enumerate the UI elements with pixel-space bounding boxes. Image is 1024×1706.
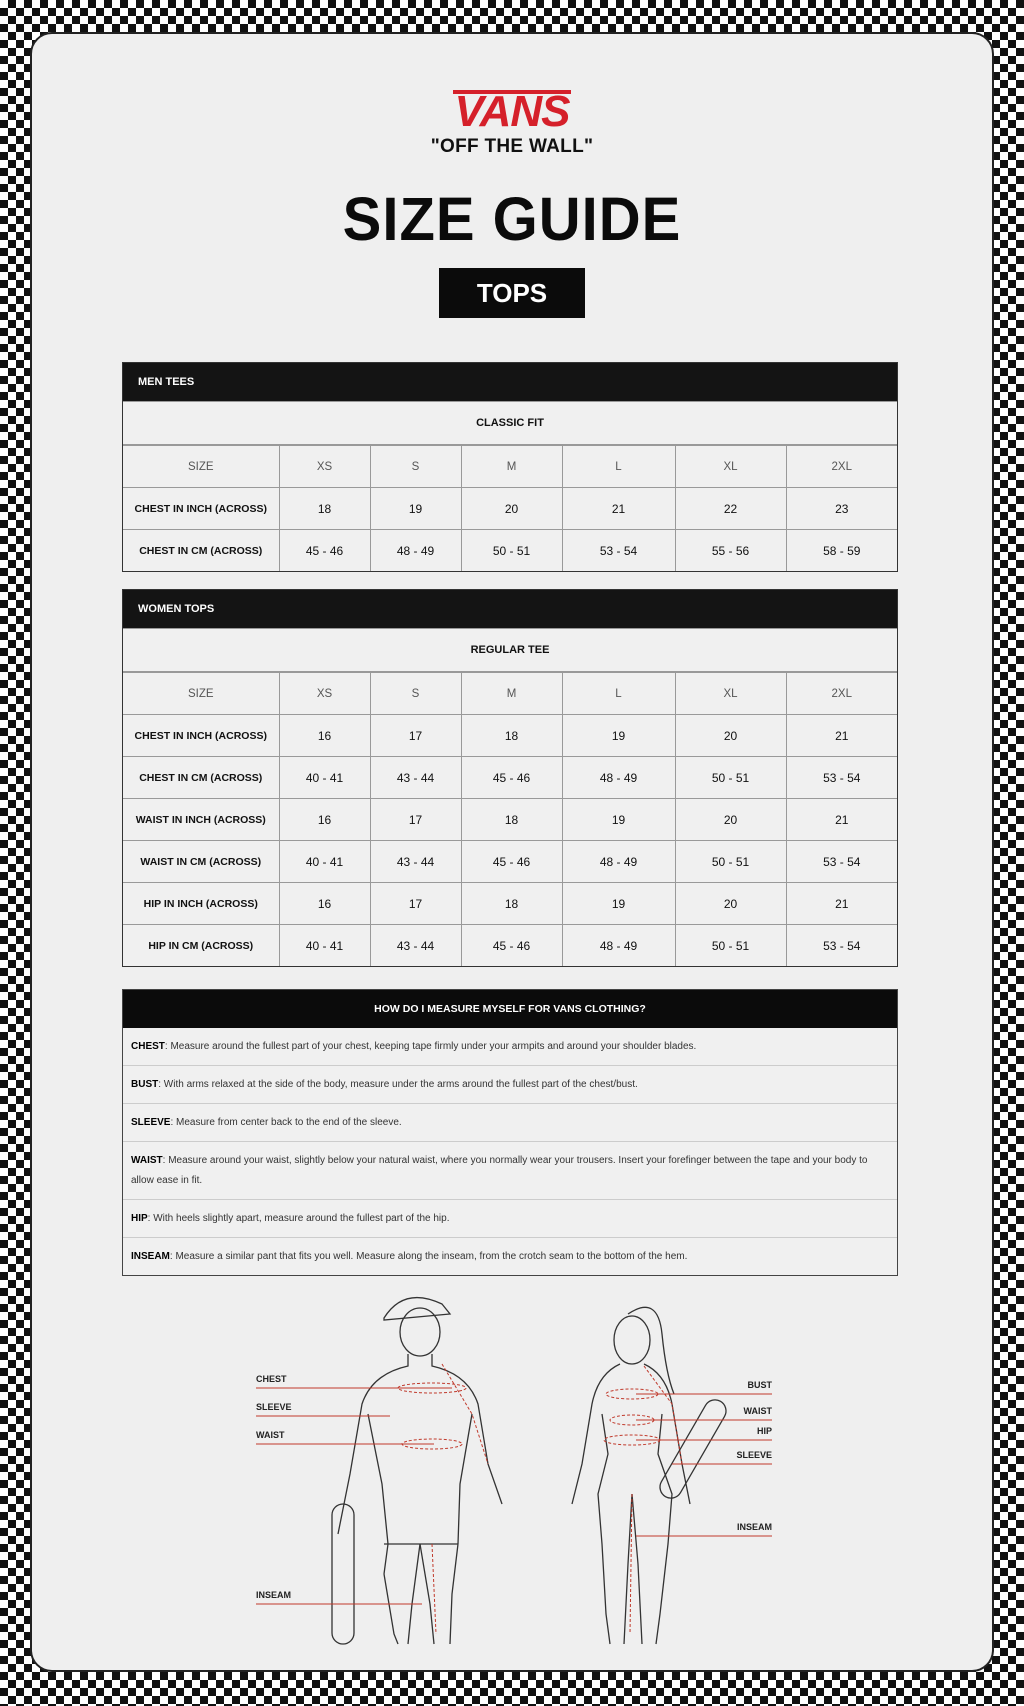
measure-text: : Measure around your waist, slightly below your natural waist, where you normally wear your trousers. Insert your forefinger between the tape and your body to allow ease in fit. — [131, 1155, 868, 1186]
size-header-cell: SIZE — [123, 673, 279, 715]
table-row — [123, 530, 897, 572]
value-cell: 22 — [675, 488, 786, 530]
table-row — [123, 715, 897, 757]
figure-label-inseam-female: INSEAM — [736, 1522, 772, 1532]
value-cell: 23 — [786, 488, 897, 530]
value-cell: 17 — [370, 799, 461, 841]
size-cell: S — [370, 446, 461, 488]
measure-text: : Measure around the fullest part of your chest, keeping tape firmly under your armpits and around your shoulder blades. — [164, 1041, 697, 1052]
value-cell: 19 — [562, 883, 675, 925]
value-cell: 19 — [562, 799, 675, 841]
measure-item — [123, 1104, 897, 1142]
size-cell: S — [370, 673, 461, 715]
table-row — [123, 841, 897, 883]
value-cell: 50 - 51 — [675, 757, 786, 799]
value-cell: 50 - 51 — [461, 530, 562, 572]
measure-term: BUST — [131, 1079, 159, 1090]
brand-header — [32, 86, 992, 158]
measurement-figures — [32, 1274, 994, 1654]
measure-heading: HOW DO I MEASURE MYSELF FOR VANS CLOTHING? — [123, 990, 897, 1028]
value-cell: 48 - 49 — [562, 757, 675, 799]
measure-item — [123, 1028, 897, 1066]
measure-text: : Measure from center back to the end of the sleeve. — [170, 1117, 402, 1128]
value-cell: 18 — [461, 799, 562, 841]
value-cell: 17 — [370, 883, 461, 925]
table-row — [123, 488, 897, 530]
value-cell: 53 - 54 — [786, 757, 897, 799]
value-cell: 18 — [279, 488, 370, 530]
men-fit-label: CLASSIC FIT — [123, 401, 897, 445]
value-cell: 55 - 56 — [675, 530, 786, 572]
size-cell: XL — [675, 446, 786, 488]
figure-label-hip: HIP — [756, 1426, 772, 1436]
female-figure-illustration — [572, 1307, 730, 1644]
size-row — [123, 673, 897, 715]
value-cell: 45 - 46 — [461, 757, 562, 799]
value-cell: 53 - 54 — [786, 841, 897, 883]
table-row — [123, 757, 897, 799]
size-cell: L — [562, 673, 675, 715]
size-cell: L — [562, 446, 675, 488]
value-cell: 19 — [370, 488, 461, 530]
women-table-heading: WOMEN TOPS — [123, 590, 897, 628]
row-label: WAIST IN CM (ACROSS) — [123, 841, 279, 883]
value-cell: 45 - 46 — [461, 841, 562, 883]
value-cell: 21 — [786, 883, 897, 925]
size-cell: M — [461, 673, 562, 715]
measure-term: HIP — [131, 1213, 148, 1224]
size-cell: M — [461, 446, 562, 488]
size-row — [123, 446, 897, 488]
figure-label-sleeve-female: SLEEVE — [736, 1450, 772, 1460]
size-cell: 2XL — [786, 446, 897, 488]
value-cell: 48 - 49 — [562, 925, 675, 967]
value-cell: 20 — [675, 883, 786, 925]
row-label: CHEST IN INCH (ACROSS) — [123, 715, 279, 757]
table-row — [123, 799, 897, 841]
brand-slogan: "OFF THE WALL" — [430, 136, 594, 157]
value-cell: 16 — [279, 799, 370, 841]
measure-text: : With heels slightly apart, measure around the fullest part of the hip. — [147, 1213, 450, 1224]
value-cell: 58 - 59 — [786, 530, 897, 572]
value-cell: 21 — [786, 799, 897, 841]
measure-term: CHEST — [131, 1041, 165, 1052]
value-cell: 16 — [279, 715, 370, 757]
size-guide-sheet — [30, 32, 994, 1672]
row-label: HIP IN CM (ACROSS) — [123, 925, 279, 967]
logo-text: VANS — [454, 87, 570, 134]
size-cell: 2XL — [786, 673, 897, 715]
value-cell: 40 - 41 — [279, 757, 370, 799]
measure-item — [123, 1142, 897, 1200]
figure-label-sleeve: SLEEVE — [256, 1402, 292, 1412]
women-tops-table — [122, 589, 898, 967]
value-cell: 43 - 44 — [370, 925, 461, 967]
value-cell: 20 — [461, 488, 562, 530]
row-label: WAIST IN INCH (ACROSS) — [123, 799, 279, 841]
measure-text: : Measure a similar pant that fits you well. Measure along the inseam, from the crotch seam to the bottom of the hem. — [169, 1251, 688, 1262]
row-label: CHEST IN CM (ACROSS) — [123, 530, 279, 572]
page-title: SIZE GUIDE — [342, 185, 682, 254]
value-cell: 50 - 51 — [675, 841, 786, 883]
value-cell: 17 — [370, 715, 461, 757]
value-cell: 40 - 41 — [279, 841, 370, 883]
size-cell: XL — [675, 673, 786, 715]
figure-label-bust: BUST — [747, 1380, 772, 1390]
value-cell: 19 — [562, 715, 675, 757]
measure-term: SLEEVE — [131, 1117, 171, 1128]
measure-text: : With arms relaxed at the side of the body, measure under the arms around the fullest part of the chest/bust. — [158, 1079, 638, 1090]
value-cell: 43 - 44 — [370, 757, 461, 799]
male-figure-illustration — [332, 1298, 502, 1644]
measure-guide — [122, 989, 898, 1276]
value-cell: 21 — [786, 715, 897, 757]
figure-label-waist-female: WAIST — [743, 1406, 772, 1416]
measure-item — [123, 1238, 897, 1275]
value-cell: 53 - 54 — [786, 925, 897, 967]
size-header-cell: SIZE — [123, 446, 279, 488]
value-cell: 53 - 54 — [562, 530, 675, 572]
value-cell: 18 — [461, 715, 562, 757]
value-cell: 50 - 51 — [675, 925, 786, 967]
category-badge: TOPS — [439, 268, 585, 318]
measure-term: INSEAM — [131, 1251, 170, 1262]
row-label: CHEST IN CM (ACROSS) — [123, 757, 279, 799]
figure-label-inseam: INSEAM — [256, 1590, 292, 1600]
value-cell: 18 — [461, 883, 562, 925]
row-label: HIP IN INCH (ACROSS) — [123, 883, 279, 925]
value-cell: 48 - 49 — [370, 530, 461, 572]
figure-label-chest: CHEST — [256, 1374, 287, 1384]
figure-label-waist: WAIST — [256, 1430, 285, 1440]
value-cell: 20 — [675, 799, 786, 841]
women-fit-label: REGULAR TEE — [123, 628, 897, 672]
size-cell: XS — [279, 673, 370, 715]
men-size-grid — [123, 445, 897, 571]
vans-logo — [447, 86, 577, 134]
men-tees-table — [122, 362, 898, 572]
value-cell: 45 - 46 — [461, 925, 562, 967]
measure-term: WAIST — [131, 1155, 163, 1166]
women-size-grid — [123, 672, 897, 966]
size-cell: XS — [279, 446, 370, 488]
value-cell: 48 - 49 — [562, 841, 675, 883]
measure-item — [123, 1200, 897, 1238]
value-cell: 40 - 41 — [279, 925, 370, 967]
table-row — [123, 925, 897, 967]
row-label: CHEST IN INCH (ACROSS) — [123, 488, 279, 530]
value-cell: 20 — [675, 715, 786, 757]
value-cell: 21 — [562, 488, 675, 530]
value-cell: 43 - 44 — [370, 841, 461, 883]
value-cell: 16 — [279, 883, 370, 925]
value-cell: 45 - 46 — [279, 530, 370, 572]
measure-item — [123, 1066, 897, 1104]
table-row — [123, 883, 897, 925]
men-table-heading: MEN TEES — [123, 363, 897, 401]
